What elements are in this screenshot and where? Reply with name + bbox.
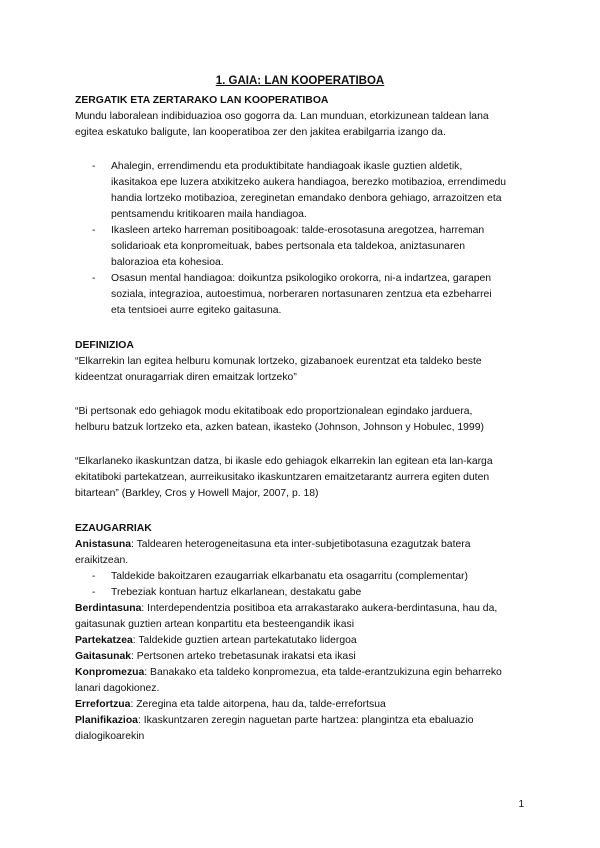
berdintasuna-line-2: gaitasunak guztien artean konpartitu eta besteengandik ikasi [75, 619, 355, 630]
intro-line-1: Mundu laboralean indibiduazioa oso gogorra da. Lan munduan, etorkizunean taldean lana [75, 111, 489, 122]
bullet-dash: - [92, 587, 96, 598]
anistasuna-subitem-2: Trebeziak kontuan hartuz elkarlanean, destakatu gabe [111, 587, 362, 598]
quote-3-line-3: bitartean” (Barkley, Cros y Howell Major, 2007, p. 18) [75, 488, 319, 499]
konpromezua-text: : Banakako eta taldeko konpromezua, eta talde-erantzukizuna egin beharreko [144, 667, 502, 678]
anistasuna-subitem-1: Taldekide bakoitzaren ezaugarriak elkarbanatu eta osagarritu (complementar) [111, 571, 468, 582]
term-planifikazioa: Planifikazioa [75, 715, 138, 726]
bullet-dash: - [92, 161, 96, 172]
page-title: 1. GAIA: LAN KOOPERATIBOA [215, 75, 385, 87]
term-partekatzea: Partekatzea [75, 635, 133, 646]
bullet-2-line-2: solidarioak eta konpromeituak, babes pertsonala eta taldekoa, aniztasunaren [111, 241, 466, 252]
bullet-2-line-1: Ikasleen arteko harreman positiboagoak: talde-erosotasuna aregotzea, harreman [111, 225, 485, 236]
quote-1-line-1: “Elkarrekin lan egitea helburu komunak lortzeko, gizabanoek eurentzat eta taldeko beste [75, 356, 482, 367]
quote-2-line-2: helburu batzuk lortzeko eta, azken batean, ikasteko (Johnson, Johnson y Hobulec, 1999) [75, 422, 484, 433]
planifikazioa-line-1 [75, 714, 474, 728]
planifikazioa-line-2: dialogikoarekin [75, 731, 145, 742]
bullet-1-line-4: pentsamendu kritikoaren maila handiagoa. [111, 209, 307, 220]
errefortzua-line [75, 698, 386, 712]
bullet-1-line-2: ikasitakoa epe luzera atxikitzeko aukera handiagoa, berezko motibazioa, errendimedu [111, 177, 507, 188]
section-heading-ezaugarriak: EZAUGARRIAK [75, 523, 152, 534]
bullet-dash: - [92, 273, 96, 284]
bullet-dash: - [92, 225, 96, 236]
planifikazioa-text: : Ikaskuntzaren zeregin naguetan parte hartzea: plangintza eta ebaluazio [137, 715, 474, 726]
bullet-dash: - [92, 571, 96, 582]
partekatzea-line [75, 634, 357, 648]
term-berdintasuna: Berdintasuna [75, 603, 142, 614]
term-errefortzua: Errefortzua [75, 699, 131, 710]
term-konpromezua: Konpromezua [75, 667, 145, 678]
term-gaitasunak: Gaitasunak [75, 651, 132, 662]
bullet-2-line-3: balorazioa eta kohesioa. [111, 257, 224, 268]
anistasuna-line-1 [75, 538, 471, 552]
partekatzea-text: : Taldekide guztien artean partekatutako lidergoa [132, 635, 357, 646]
quote-1-line-2: kideentzat onuragarriak diren emaitzak lortzeko” [75, 372, 297, 383]
anistasuna-text: : Taldearen heterogeneitasuna eta inter-subjetibotasuna ezagutzak batera [131, 539, 471, 550]
bullet-1-line-1: Ahalegin, errendimendu eta produktibitate handiagoak ikasle guztien aldetik, [111, 161, 463, 172]
konpromezua-line-2: lanari dagokionez. [75, 683, 160, 694]
quote-3-line-1: “Elkarlaneko ikaskuntzan datza, bi ikasle edo gehiagok elkarrekin lan egitean eta lan-karga [75, 456, 493, 467]
quote-3-line-2: ekitatiboki partekatzean, aurreikusitako ikaskuntzaren emaitzetarantz aurrera egiten duten [75, 472, 490, 483]
section-heading-zergatik: ZERGATIK ETA ZERTARAKO LAN KOOPERATIBOA [75, 95, 329, 106]
gaitasunak-line [75, 650, 356, 664]
bullet-1-line-3: handia lortzeko motibazioa, zereginetan emandako denbora gehiago, arrazoitzen eta [111, 193, 502, 204]
errefortzua-text: : Zeregina eta talde aitorpena, hau da, talde-errefortsua [130, 699, 386, 710]
bullet-3-line-3: eta tentsioei aurre egiteko gaitasuna. [111, 305, 282, 316]
section-heading-definizioa: DEFINIZIOA [75, 340, 134, 351]
term-anistasuna: Anistasuna [75, 539, 132, 550]
gaitasunak-text: : Pertsonen arteko trebetasunak irakatsi eta ikasi [131, 651, 356, 662]
bullet-3-line-2: soziala, integrazioa, autoestimua, norberaren nortasunaren zentzua eta ezbeharrei [111, 289, 492, 300]
quote-2-line-1: “Bi pertsonak edo gehiagok modu ekitatiboak edo proportzionalean egindako jarduera, [75, 406, 473, 417]
berdintasuna-text: : Interdependentzia positiboa eta arrakastarako aukera-berdintasuna, hau da, [141, 603, 498, 614]
konpromezua-line-1 [75, 666, 502, 680]
page-number: 1 [518, 799, 524, 810]
intro-line-2: egitea eskatuko baligute, lan kooperatiboa zer den jakitea erabilgarria izango da. [75, 127, 446, 138]
anistasuna-line-2: eraikitzean. [75, 555, 129, 566]
bullet-3-line-1: Osasun mental handiagoa: doikuntza psikologiko orokorra, ni-a indartzea, garapen [111, 273, 492, 284]
berdintasuna-line-1 [75, 602, 497, 616]
